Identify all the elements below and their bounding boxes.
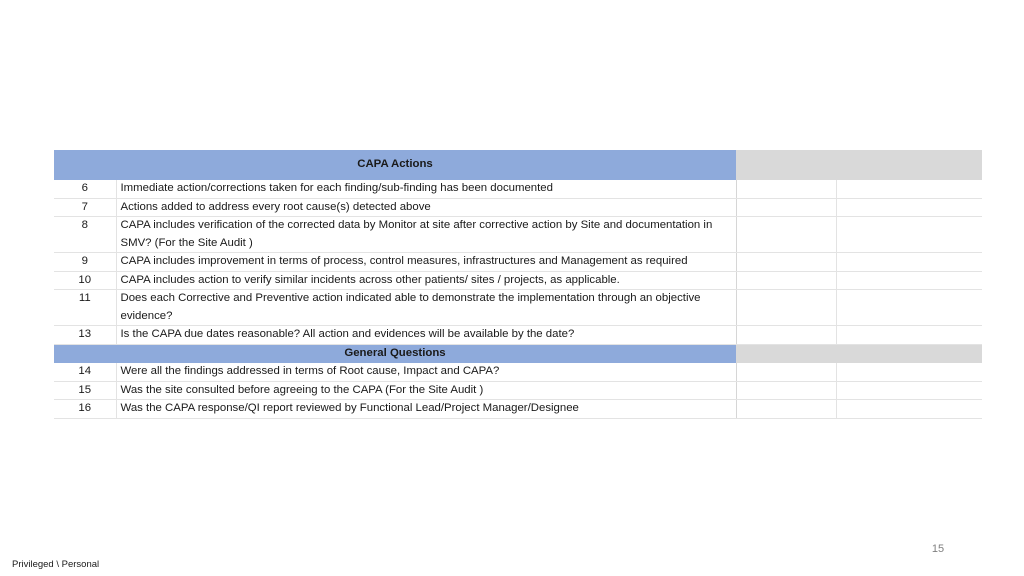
row-number: 9	[54, 253, 116, 272]
row-number: 14	[54, 363, 116, 381]
row-question: Was the site consulted before agreeing to the CAPA (For the Site Audit )	[116, 381, 736, 400]
row-question: Was the CAPA response/QI report reviewed by Functional Lead/Project Manager/Designee	[116, 400, 736, 419]
row-comment-cell[interactable]	[836, 290, 982, 326]
row-comment-cell[interactable]	[836, 180, 982, 198]
general-questions-header-row	[54, 344, 982, 363]
row-question: Actions added to address every root cause(s) detected above	[116, 198, 736, 217]
row-comment-cell[interactable]	[836, 400, 982, 419]
row-response-cell[interactable]	[736, 290, 836, 326]
row-comment-cell[interactable]	[836, 271, 982, 290]
row-response-cell[interactable]	[736, 180, 836, 198]
row-question: Were all the findings addressed in terms of Root cause, Impact and CAPA?	[116, 363, 736, 381]
row-response-cell[interactable]	[736, 326, 836, 345]
row-comment-cell[interactable]	[836, 198, 982, 217]
row-number: 15	[54, 381, 116, 400]
table-row	[54, 326, 982, 345]
row-question: Immediate action/corrections taken for each finding/sub-finding has been documented	[116, 180, 736, 198]
row-number: 7	[54, 198, 116, 217]
row-response-cell[interactable]	[736, 381, 836, 400]
table-row	[54, 363, 982, 381]
row-comment-cell[interactable]	[836, 253, 982, 272]
table-row	[54, 381, 982, 400]
capa-checklist-table	[54, 150, 982, 419]
row-number: 8	[54, 217, 116, 253]
row-comment-cell[interactable]	[836, 326, 982, 345]
capa-actions-header-row	[54, 150, 982, 180]
row-number: 11	[54, 290, 116, 326]
row-comment-cell[interactable]	[836, 363, 982, 381]
table-row	[54, 400, 982, 419]
row-response-cell[interactable]	[736, 217, 836, 253]
row-response-cell[interactable]	[736, 363, 836, 381]
table-row	[54, 180, 982, 198]
table-row	[54, 271, 982, 290]
general-questions-gray-cell	[736, 344, 982, 363]
row-question: CAPA includes verification of the corrected data by Monitor at site after corrective action by Site and documentation in SMV? (For the Site Audit )	[116, 217, 736, 253]
row-response-cell[interactable]	[736, 400, 836, 419]
row-number: 10	[54, 271, 116, 290]
row-question: CAPA includes action to verify similar incidents across other patients/ sites / projects, as applicable.	[116, 271, 736, 290]
table-row	[54, 217, 982, 253]
row-number: 13	[54, 326, 116, 345]
slide-number: 15	[931, 543, 945, 555]
table-row	[54, 198, 982, 217]
row-response-cell[interactable]	[736, 271, 836, 290]
row-comment-cell[interactable]	[836, 381, 982, 400]
row-response-cell[interactable]	[736, 198, 836, 217]
row-question: Does each Corrective and Preventive action indicated able to demonstrate the implementation through an objective evidence?	[116, 290, 736, 326]
capa-actions-title: CAPA Actions	[54, 150, 736, 180]
row-question: CAPA includes improvement in terms of process, control measures, infrastructures and Management as required	[116, 253, 736, 272]
general-questions-title: General Questions	[54, 344, 736, 363]
capa-actions-gray-cell	[736, 150, 982, 180]
table-row	[54, 253, 982, 272]
row-comment-cell[interactable]	[836, 217, 982, 253]
capa-checklist-table-container	[54, 150, 982, 419]
table-row	[54, 290, 982, 326]
row-question: Is the CAPA due dates reasonable? All action and evidences will be available by the date?	[116, 326, 736, 345]
footer-classification-label: Privileged \ Personal	[12, 559, 100, 570]
row-number: 16	[54, 400, 116, 419]
row-response-cell[interactable]	[736, 253, 836, 272]
row-number: 6	[54, 180, 116, 198]
